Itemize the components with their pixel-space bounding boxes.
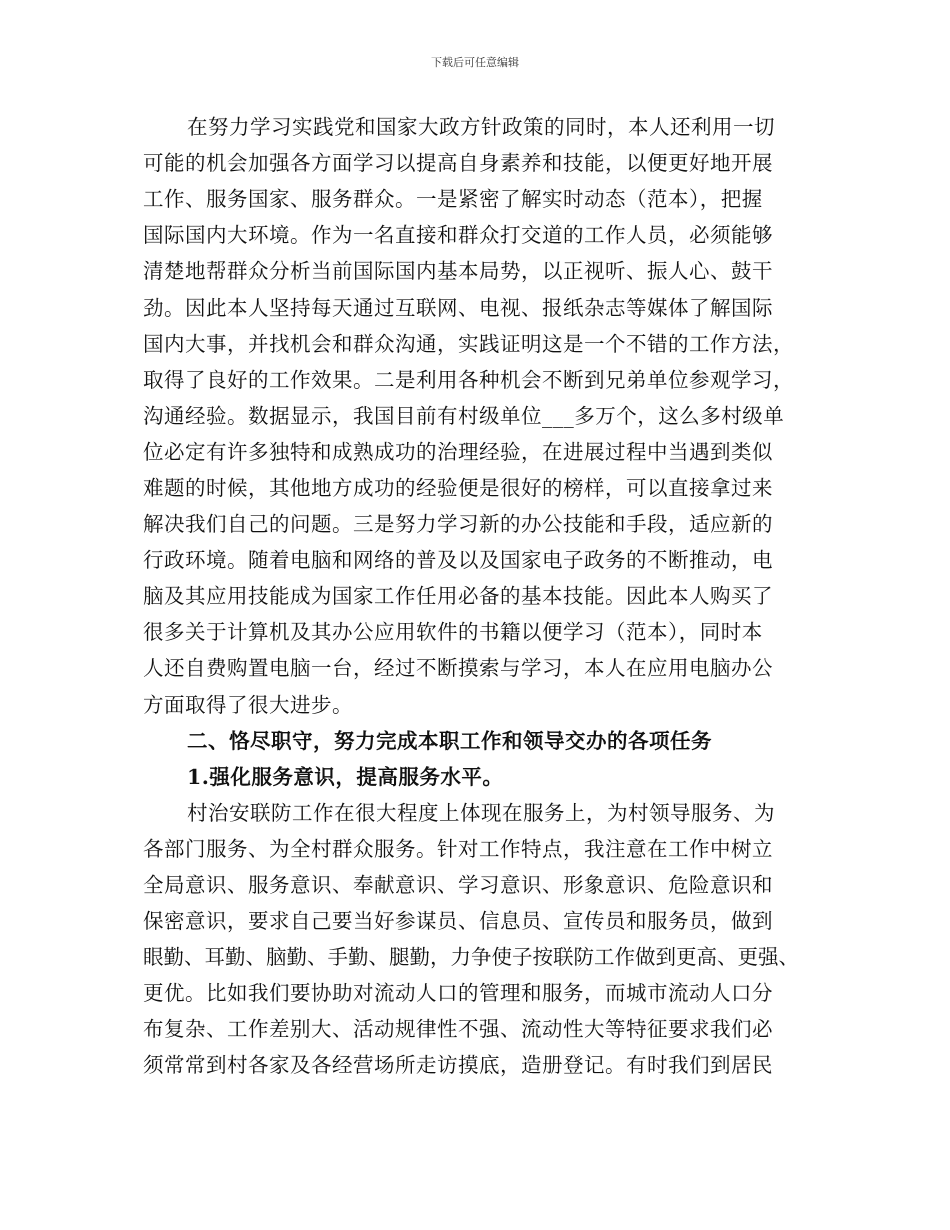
page-header: 下载后可任意编辑 bbox=[431, 56, 519, 69]
paragraph-line: 行政环境。随着电脑和网络的普及以及国家电子政务的不断推动，电 bbox=[143, 548, 773, 572]
paragraph-line: 劲。因此本人坚持每天通过互联网、电视、报纸杂志等媒体了解国际 bbox=[143, 296, 773, 320]
paragraph-line: 保密意识，要求自己要当好参谋员、信息员、宣传员和服务员，做到 bbox=[143, 909, 773, 933]
paragraph-line: 清楚地帮群众分析当前国际国内基本局势，以正视听、振人心、鼓干 bbox=[143, 259, 773, 283]
paragraph-line: 须常常到村各家及各经营场所走访摸底，造册登记。有时我们到居民 bbox=[143, 1053, 773, 1077]
paragraph-line: 解决我们自己的问题。三是努力学习新的办公技能和手段，适应新的 bbox=[143, 512, 773, 536]
paragraph-line: 村治安联防工作在很大程度上体现在服务上，为村领导服务、为 bbox=[187, 801, 775, 825]
paragraph-line: 布复杂、工作差别大、活动规律性不强、流动性大等特征要求我们必 bbox=[143, 1017, 773, 1041]
paragraph-line: 各部门服务、为全村群众服务。针对工作特点，我注意在工作中树立 bbox=[143, 837, 773, 861]
paragraph-line: 沟通经验。数据显示，我国目前有村级单位___多万个，这么多村级单 bbox=[143, 404, 785, 428]
paragraph-line: 全局意识、服务意识、奉献意识、学习意识、形象意识、危险意识和 bbox=[143, 873, 773, 897]
paragraph-line: 国际国内大环境。作为一名直接和群众打交道的工作人员，必须能够 bbox=[143, 223, 773, 247]
paragraph-line: 取得了良好的工作效果。二是利用各种机会不断到兄弟单位参观学习， bbox=[143, 368, 794, 392]
subsection-heading: 1.强化服务意识，提高服务水平。 bbox=[187, 765, 504, 789]
paragraph-line: 方面取得了很大进步。 bbox=[143, 693, 353, 717]
paragraph-line: 难题的时候，其他地方成功的经验便是很好的榜样，可以直接拿过来 bbox=[143, 476, 773, 500]
paragraph-line: 国内大事，并找机会和群众沟通，实践证明这是一个不错的工作方法， bbox=[143, 332, 794, 356]
paragraph-line: 脑及其应用技能成为国家工作任用必备的基本技能。因此本人购买了 bbox=[143, 584, 773, 608]
paragraph-line: 工作、服务国家、服务群众。一是紧密了解实时动态（范本），把握 bbox=[143, 187, 763, 211]
paragraph-line: 更优。比如我们要协助对流动人口的管理和服务，而城市流动人口分 bbox=[143, 981, 773, 1005]
paragraph-line: 很多关于计算机及其办公应用软件的书籍以便学习（范本），同时本 bbox=[143, 620, 763, 644]
paragraph-line: 可能的机会加强各方面学习以提高自身素养和技能，以便更好地开展 bbox=[143, 151, 773, 175]
paragraph-line: 人还自费购置电脑一台，经过不断摸索与学习，本人在应用电脑办公 bbox=[143, 656, 773, 680]
paragraph-line: 眼勤、耳勤、脑勤、手勤、腿勤，力争使子按联防工作做到更高、更强、 bbox=[143, 945, 799, 969]
paragraph-line: 在努力学习实践党和国家大政方针政策的同时，本人还利用一切 bbox=[187, 115, 775, 139]
section-heading: 二、恪尽职守，努力完成本职工作和领导交办的各项任务 bbox=[187, 729, 712, 753]
paragraph-line: 位必定有许多独特和成熟成功的治理经验，在进展过程中当遇到类似 bbox=[143, 440, 773, 464]
